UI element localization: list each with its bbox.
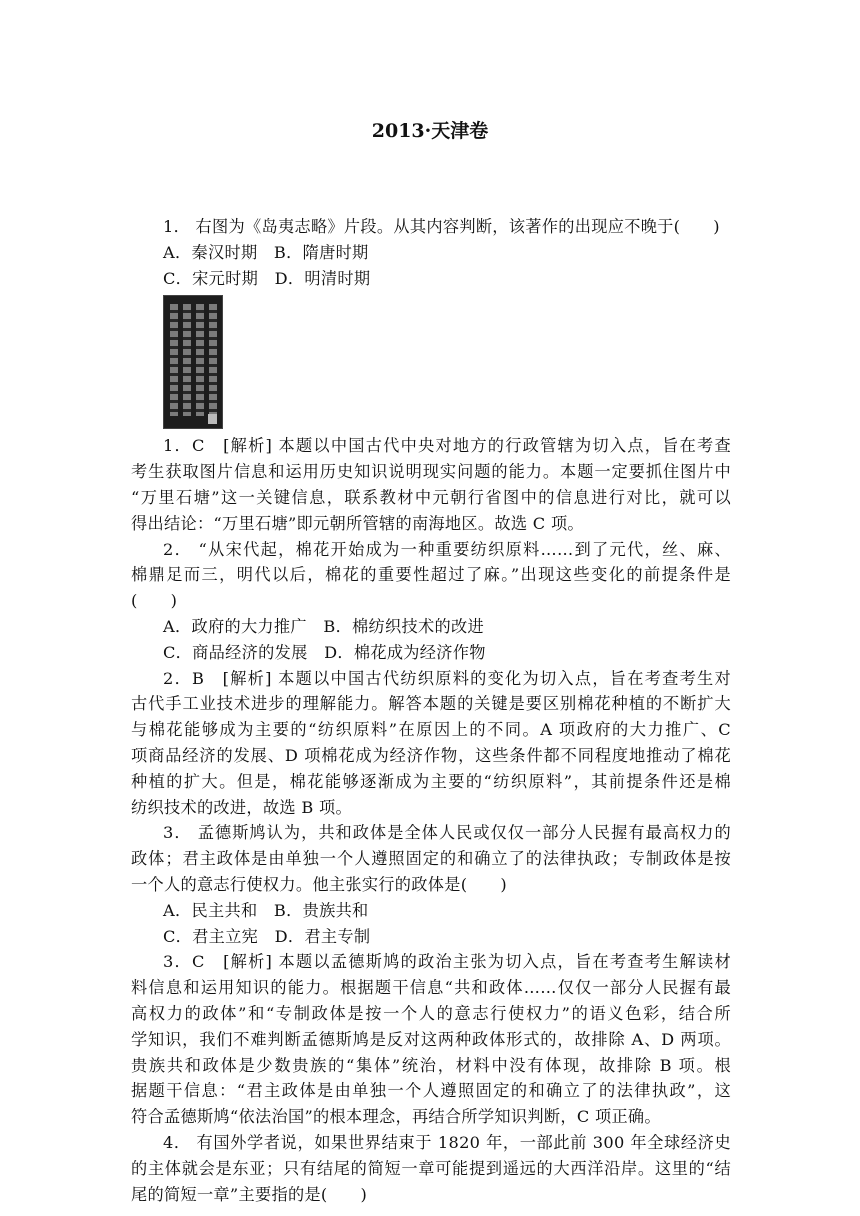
answer-3: 3．C [解析] 本题以孟德斯鸠的政治主张为切入点，旨在考查考生解读材 <box>163 952 731 972</box>
document-body <box>131 214 731 1207</box>
answer-1: 1．C [解析] 本题以中国古代中央对地方的行政管辖为切入点，旨在考查 <box>163 436 731 456</box>
text-line: 尾的简短一章”主要指的是( ) <box>131 1184 368 1204</box>
answer-2: 2．B [解析] 本题以中国古代纺织原料的变化为切入点，旨在考查考生对 <box>163 668 731 688</box>
text-line: 考生获取图片信息和运用历史知识说明现实问题的能力。本题一定要抓住图片中 <box>131 462 731 482</box>
option-line: C．宋元时期 D．明清时期 <box>163 268 371 288</box>
text-line: 棉鼎足而三，明代以后，棉花的重要性超过了麻。”出现这些变化的前提条件是 <box>131 565 731 585</box>
text-line: 据题干信息：“君主政体是由单独一个人遵照固定的和确立了的法律执政”，这 <box>131 1081 731 1101</box>
question-4: 4． 有国外学者说，如果世界结束于 1820 年，一部此前 300 年全球经济史 <box>163 1132 731 1152</box>
text-line: 种植的扩大。但是，棉花能够逐渐成为主要的“纺织原料”，其前提条件还是棉 <box>131 771 731 791</box>
option-line: A．民主共和 B．贵族共和 <box>163 900 369 920</box>
text-line: 料信息和运用知识的能力。根据题干信息“共和政体……仅仅一部分人民握有最 <box>131 978 731 998</box>
question-1: 1． 右图为《岛夷志略》片段。从其内容判断，该著作的出现应不晚于( ) <box>163 217 720 236</box>
text-line: 项商品经济的发展、D 项棉花成为经济作物，这些条件都不同程度地推动了棉花 <box>131 745 731 765</box>
text-line: ( ) <box>131 591 178 611</box>
text-line: 得出结论：“万里石塘”即元朝所管辖的南海地区。故选 C 项。 <box>131 513 584 533</box>
text-line: 高权力的政体”和“专制政体是按一个人的意志行使权力”的语义色彩，结合所 <box>131 1003 731 1023</box>
text-line: 一个人的意志行使权力。他主张实行的政体是( ) <box>131 874 507 894</box>
text-line: 古代手工业技术进步的理解能力。解答本题的关键是要区别棉花种植的不断扩大 <box>131 694 731 714</box>
option-line: C．商品经济的发展 D．棉花成为经济作物 <box>163 642 486 662</box>
option-line: A．秦汉时期 B．隋唐时期 <box>163 242 369 262</box>
text-line: 符合孟德斯鸠“依法治国”的根本理念，再结合所学知识判断，C 项正确。 <box>131 1107 661 1127</box>
option-line: C．君主立宪 D．君主专制 <box>163 926 371 946</box>
page-title: 2013·天津卷 <box>371 120 489 142</box>
option-line: A．政府的大力推广 B．棉纺织技术的改进 <box>163 616 484 636</box>
text-line: 纺织技术的改进，故选 B 项。 <box>131 797 352 817</box>
text-line: 学知识，我们不难判断孟德斯鸠是反对这两种政体形式的，故排除 A、D 两项。 <box>131 1029 731 1049</box>
text-line: 的主体就会是东亚；只有结尾的简短一章可能提到遥远的大西洋沿岸。这里的“结 <box>131 1158 731 1178</box>
book-excerpt-image <box>163 295 223 429</box>
text-line: 政体；君主政体是由单独一个人遵照固定的和确立了的法律执政；专制政体是按 <box>131 849 731 869</box>
text-line: “万里石塘”这一关键信息，联系教材中元朝行省图中的信息进行对比，就可以 <box>131 487 731 507</box>
question-3: 3． 孟德斯鸠认为，共和政体是全体人民或仅仅一部分人民握有最高权力的 <box>163 823 731 843</box>
question-2: 2． “从宋代起，棉花开始成为一种重要纺织原料……到了元代，丝、麻、 <box>163 539 731 559</box>
text-line: 与棉花能够成为主要的“纺织原料”在原因上的不同。A 项政府的大力推广、C <box>131 720 731 740</box>
text-line: 贵族共和政体是少数贵族的“集体”统治，材料中没有体现，故排除 B 项。根 <box>131 1055 731 1075</box>
